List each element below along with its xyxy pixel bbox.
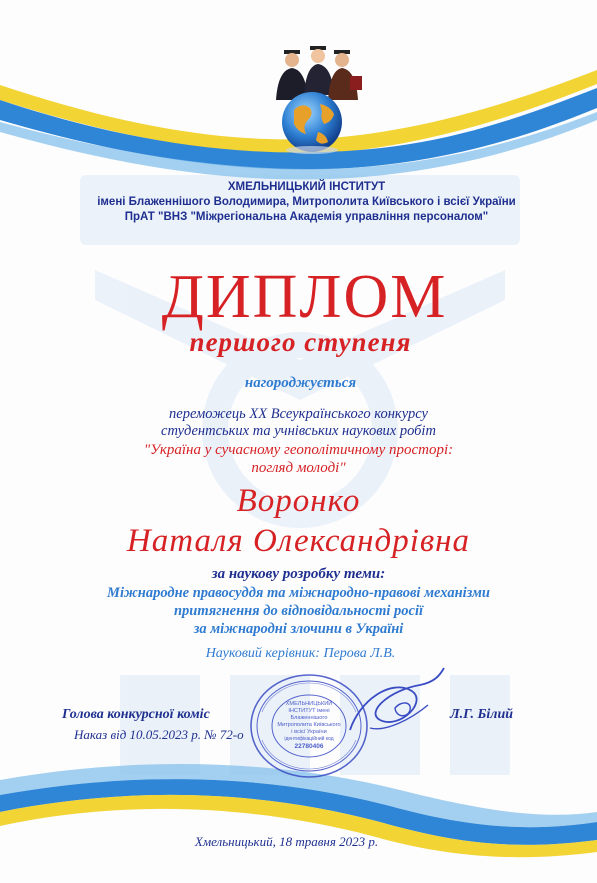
- topic-line3: за міжнародні злочини в Україні: [193, 621, 404, 637]
- place-and-date: Хмельницький, 18 травня 2023 р.: [194, 834, 379, 849]
- supervisor: Науковий керівник: Перова Л.В.: [205, 646, 396, 661]
- commission-chair-title: Голова конкурсної коміс: [62, 707, 210, 722]
- recipient-surname: Воронко: [236, 483, 361, 519]
- stamp-line4: Митрополита Київського: [277, 722, 341, 728]
- topic-line1: Міжнародне правосуддя та міжнародно-правові механізми: [107, 585, 490, 601]
- diploma-title: ДИПЛОМ: [161, 263, 448, 331]
- topic-intro: за наукову розробку теми:: [211, 566, 386, 582]
- topic-line2: притягнення до відповідальності росії: [173, 603, 424, 619]
- stamp-line1: ХМЕЛЬНИЦЬКИЙ: [285, 701, 333, 707]
- institution-name-line2: імені Блаженнішого Володимира, Митрополита Київського і всієї України: [97, 196, 516, 208]
- institution-name-line1: ХМЕЛЬНИЦЬКИЙ ІНСТИТУТ: [227, 181, 386, 193]
- institute-seal-icon: [248, 672, 370, 780]
- institution-name-line3: ПрАТ "ВНЗ "Міжрегіональна Академія управління персоналом": [124, 211, 489, 223]
- awarded-label: нагороджується: [244, 375, 357, 391]
- signer-name: Л.Г. Білий: [450, 707, 514, 722]
- winner-line2: студентських та учнівських наукових робіт: [161, 423, 436, 439]
- recipient-given-names: Наталя Олександрівна: [126, 523, 471, 559]
- stamp-line5: і всієї України: [291, 729, 327, 735]
- winner-line1: переможець XX Всеукраїнського конкурсу: [169, 406, 428, 422]
- stamp-code-label: ідентифікаційний код: [284, 736, 334, 742]
- stamp-line2: ІНСТИТУТ імені: [288, 708, 330, 714]
- stamp-code: 22780406: [294, 743, 324, 750]
- contest-title-line1: "Україна у сучасному геополітичному просторі:: [143, 442, 454, 458]
- contest-title-line2: погляд молоді": [251, 460, 346, 476]
- stamp-line3: Блаженнішого: [290, 715, 328, 721]
- diploma-degree: першого ступеня: [189, 327, 412, 357]
- graduates-globe-icon: [262, 40, 372, 155]
- order-reference: Наказ від 10.05.2023 р. № 72-о: [74, 727, 244, 742]
